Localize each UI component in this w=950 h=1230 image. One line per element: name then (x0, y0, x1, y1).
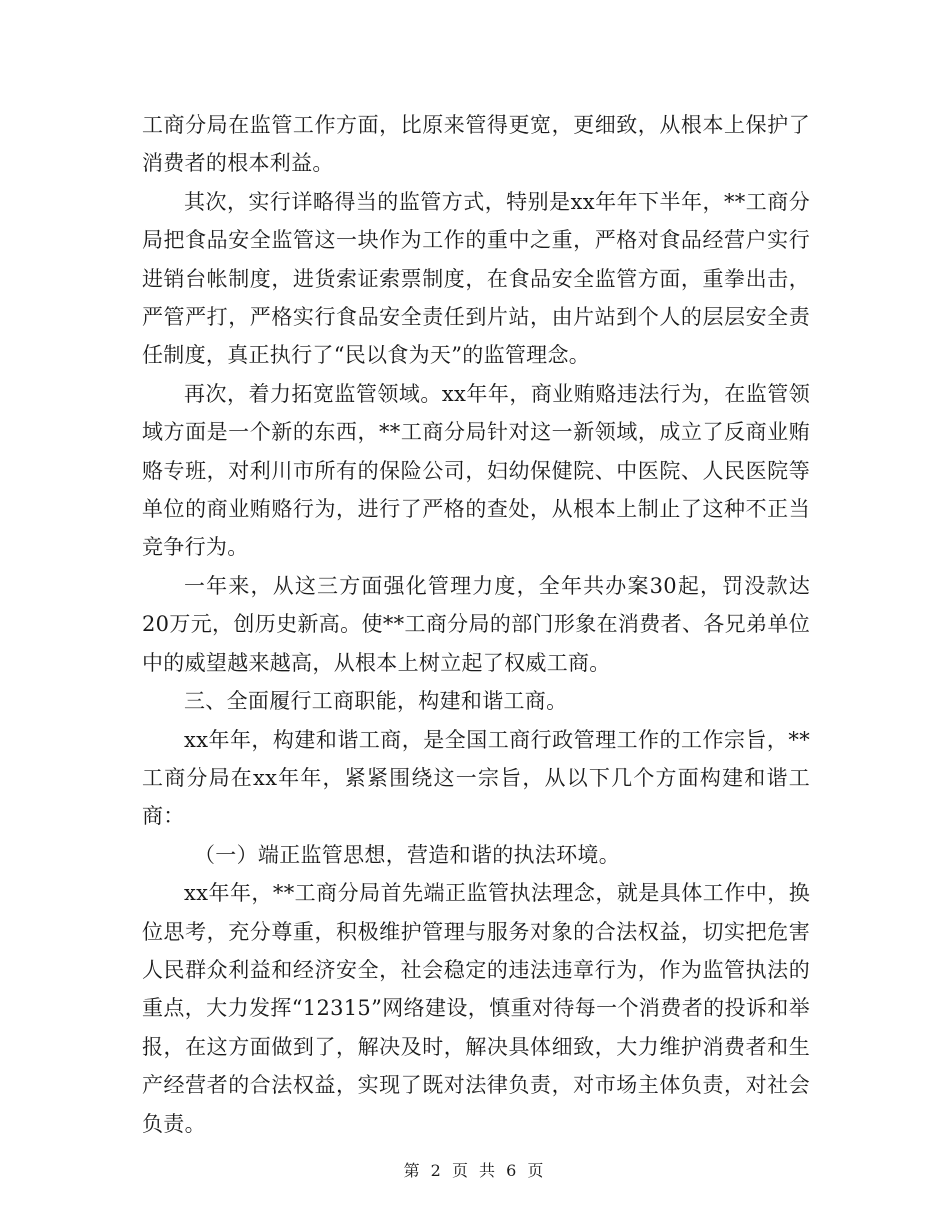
paragraph-yearly-summary: 一年来，从这三方面强化管理力度，全年共办案30起，罚没款达20万元，创历史新高。使**工商分局的部门形象在消费者、各兄弟单位中的威望越来越高，从根本上树立起了权威工商。 (142, 573, 810, 675)
page-number-footer: 第 2 页 共 6 页 (403, 1161, 547, 1180)
section-heading-three: 三、全面履行工商职能，构建和谐工商。 (184, 689, 568, 714)
paragraph-section-intro: xx年年，构建和谐工商，是全国工商行政管理工作的工作宗旨，**工商分局在xx年年，紧紧围绕这一宗旨，从以下几个方面构建和谐工商： (142, 727, 810, 829)
paragraph-continuation: 工商分局在监管工作方面，比原来管得更宽，更细致，从根本上保护了消费者的根本利益。 (142, 113, 810, 176)
paragraph-third-point: 再次，着力拓宽监管领域。xx年年，商业贿赂违法行为，在监管领域方面是一个新的东西，**工商分局针对这一新领域，成立了反商业贿赂专班，对利川市所有的保险公司，妇幼保健院、中医院、人民医院等单位的商业贿赂行为，进行了严格的查处，从根本上制止了这种不正当竞争行为。 (142, 381, 810, 560)
paragraph-subsection-body: xx年年，**工商分局首先端正监管执法理念，就是具体工作中，换位思考，充分尊重，积极维护管理与服务对象的合法权益，切实把危害人民群众利益和经济安全，社会稳定的违法违章行为，作为监管执法的重点，大力发挥“12315”网络建设，慎重对待每一个消费者的投诉和举报，在这方面做到了，解决及时，解决具体细致，大力维护消费者和生产经营者的合法权益，实现了既对法律负责，对市场主体负责，对社会负责。 (142, 881, 810, 1136)
paragraph-second-point: 其次，实行详略得当的监管方式，特别是xx年年下半年，**工商分局把食品安全监管这一块作为工作的重中之重，严格对食品经营户实行进销台帐制度，进货索证索票制度，在食品安全监管方面，重拳出击，严管严打，严格实行食品安全责任到片站，由片站到个人的层层安全责任制度，真正执行了“民以食为天”的监管理念。 (142, 189, 810, 368)
subsection-heading-one: （一）端正监管思想，营造和谐的执法环境。 (194, 842, 620, 867)
document-body (142, 106, 810, 1143)
